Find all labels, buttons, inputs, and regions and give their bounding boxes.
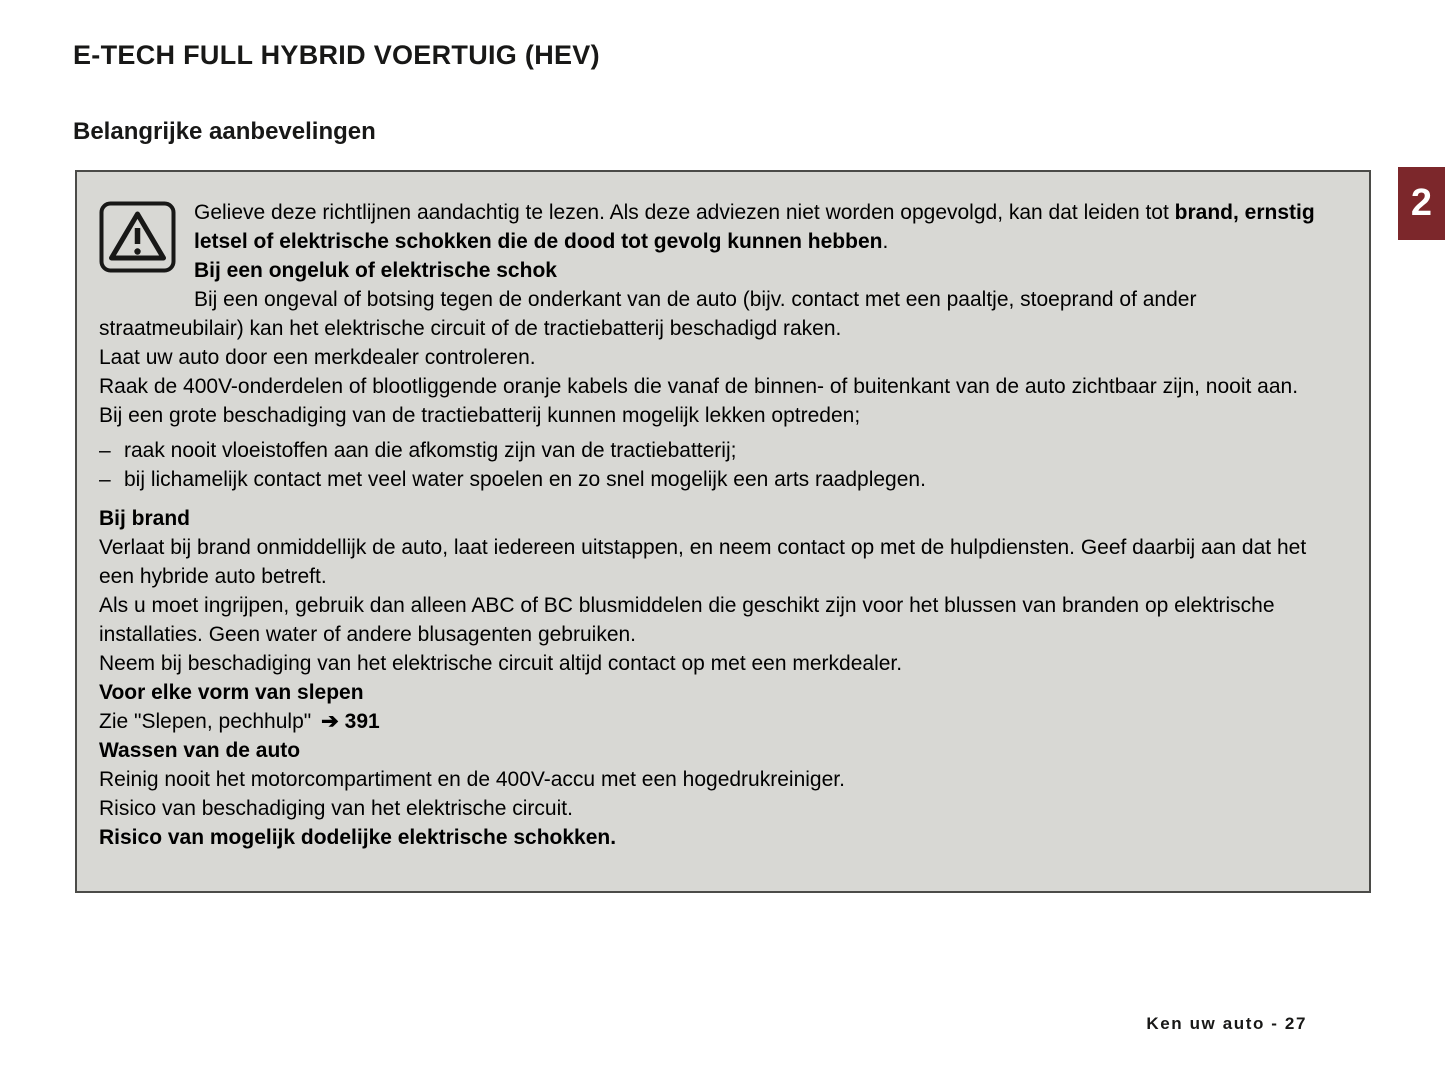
- washing-paragraph-1: Reinig nooit het motorcompartiment en de 400V-accu met een hogedrukreiniger.: [99, 768, 845, 791]
- fire-paragraph-1: Verlaat bij brand onmiddellijk de auto, laat iedereen uitstappen, en neem contact op met de hulpdiensten. Geef daarbij aan dat het een hybride auto betreft.: [99, 536, 1307, 588]
- bullet-text: bij lichamelijk contact met veel water spoelen en zo snel mogelijk een arts raadplegen.: [124, 468, 926, 491]
- fire-paragraph-3: Neem bij beschadiging van het elektrische circuit altijd contact op met een merkdealer.: [99, 652, 903, 675]
- intro-text-end: .: [882, 230, 889, 253]
- accident-paragraph-2: Laat uw auto door een merkdealer controleren.: [99, 346, 536, 369]
- towing-reference-text: Zie "Slepen, pechhulp": [99, 710, 318, 733]
- page-reference-arrow-icon: ➔: [321, 710, 339, 733]
- towing-reference-line: [99, 707, 1345, 736]
- bullet-dash: –: [99, 468, 111, 491]
- section-subtitle: Belangrijke aanbevelingen: [73, 118, 376, 145]
- washing-heading: Wassen van de auto: [99, 739, 301, 762]
- list-item: [99, 465, 1345, 494]
- accident-paragraph-3: Raak de 400V-onderdelen of blootliggende oranje kabels die vanaf de binnen- of buitenkant van de auto zichtbaar zijn, nooit aan.: [99, 375, 1299, 398]
- bullet-text: raak nooit vloeistoffen aan die afkomstig zijn van de tractiebatterij;: [124, 439, 737, 462]
- towing-heading: Voor elke vorm van slepen: [99, 681, 364, 704]
- list-item: [99, 436, 1345, 465]
- intro-paragraph: [99, 198, 1345, 256]
- accident-bullet-list: [99, 436, 1345, 494]
- intro-text-start: Gelieve deze richtlijnen aandachtig te lezen. Als deze adviezen niet worden opgevolgd, kan dat leiden tot: [194, 201, 1175, 224]
- bullet-dash: –: [99, 439, 111, 462]
- fire-paragraph-2: Als u moet ingrijpen, gebruik dan alleen ABC of BC blusmiddelen die geschikt zijn voor het blussen van branden op elektrische installaties. Geen water of andere blusagenten gebruiken.: [99, 594, 1275, 646]
- page-reference-number[interactable]: 391: [344, 710, 380, 733]
- chapter-tab[interactable]: 2: [1398, 167, 1445, 240]
- accident-paragraph-4: Bij een grote beschadiging van de tractiebatterij kunnen mogelijk lekken optreden;: [99, 404, 861, 427]
- page-footer: Ken uw auto - 27: [1146, 1014, 1307, 1033]
- intro-text-bold: brand, ernstig letsel of elektrische schokken die de dood tot gevolg kunnen hebben: [194, 201, 1315, 253]
- washing-paragraph-2: Risico van beschadiging van het elektrische circuit.: [99, 797, 573, 820]
- accident-heading: Bij een ongeluk of elektrische schok: [194, 259, 557, 282]
- warning-box: [75, 170, 1371, 893]
- fire-heading: Bij brand: [99, 507, 191, 530]
- page-title: E-TECH FULL HYBRID VOERTUIG (HEV): [73, 40, 600, 70]
- warning-triangle-icon: [99, 201, 176, 273]
- washing-warning-bold: Risico van mogelijk dodelijke elektrische schokken.: [99, 826, 617, 849]
- accident-paragraph-1: Bij een ongeval of botsing tegen de onderkant van de auto (bijv. contact met een paaltje, stoeprand of ander straatmeubilair) kan het elektrische circuit of de tractiebatterij beschadigd raken.: [99, 288, 1197, 340]
